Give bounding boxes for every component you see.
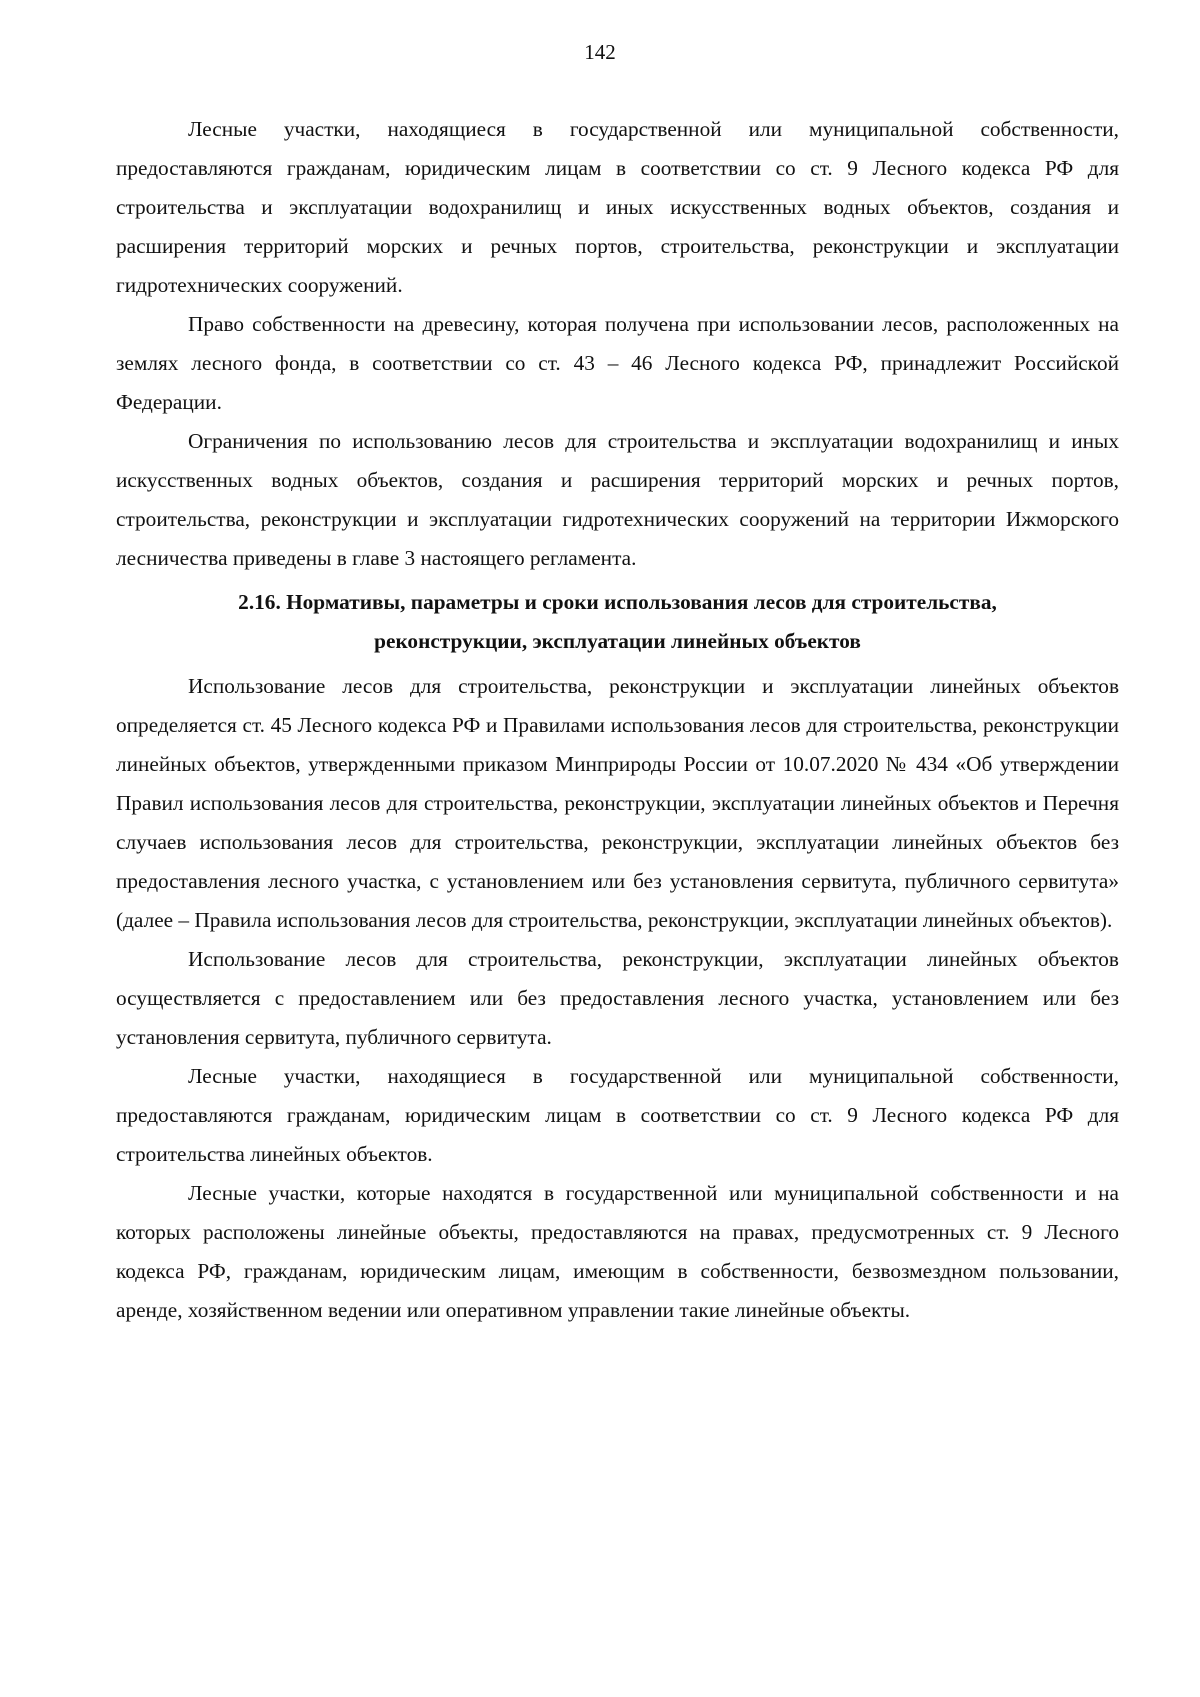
section-heading-line2: реконструкции, эксплуатации линейных объектов (374, 629, 861, 653)
page-content (116, 110, 1119, 1330)
paragraph-linear-objects-rights: Лесные участки, которые находятся в государственной или муниципальной собственности и на которых расположены линейные объекты, предоставляются на правах, предусмотренных ст. 9 Лесного кодекса РФ, гражданам, юридическим лицам, имеющим в собственности, безвозмездном пользовании, аренде, хозяйственном ведении или оперативном управлении такие линейные объекты. (116, 1181, 1119, 1322)
page-number: 142 (584, 40, 616, 64)
section-heading-line1: 2.16. Нормативы, параметры и сроки использования лесов для строительства, (238, 590, 997, 614)
paragraph-timber-ownership: Право собственности на древесину, которая получена при использовании лесов, расположенных на землях лесного фонда, в соответствии со ст. 43 – 46 Лесного кодекса РФ, принадлежит Российской Федерации. (116, 312, 1119, 414)
paragraph-forest-plots-waterworks: Лесные участки, находящиеся в государственной или муниципальной собственности, предоставляются гражданам, юридическим лицам в соответствии со ст. 9 Лесного кодекса РФ для строительства и эксплуатации водохранилищ и иных искусственных водных объектов, создания и расширения территорий морских и речных портов, строительства, реконструкции и эксплуатации гидротехнических сооружений. (116, 117, 1119, 297)
paragraph-restrictions: Ограничения по использованию лесов для строительства и эксплуатации водохранилищ и иных искусственных водных объектов, создания и расширения территорий морских и речных портов, строительства, реконструкции и эксплуатации гидротехнических сооружений на территории Ижморского лесничества приведены в главе 3 настоящего регламента. (116, 429, 1119, 570)
paragraph-linear-objects-usage: Использование лесов для строительства, реконструкции, эксплуатации линейных объектов осуществляется с предоставлением или без предоставления лесного участка, установлением или без установления сервитута, публичного сервитута. (116, 947, 1119, 1049)
section-heading (116, 583, 1119, 661)
paragraph-linear-objects-provision: Лесные участки, находящиеся в государственной или муниципальной собственности, предоставляются гражданам, юридическим лицам в соответствии со ст. 9 Лесного кодекса РФ для строительства линейных объектов. (116, 1064, 1119, 1166)
paragraph-linear-objects-rules: Использование лесов для строительства, реконструкции и эксплуатации линейных объектов определяется ст. 45 Лесного кодекса РФ и Правилами использования лесов для строительства, реконструкции линейных объектов, утвержденными приказом Минприроды России от 10.07.2020 № 434 «Об утверждении Правил использования лесов для строительства, реконструкции, эксплуатации линейных объектов и Перечня случаев использования лесов для строительства, реконструкции, эксплуатации линейных объектов без предоставления лесного участка, с установлением или без установления сервитута, публичного сервитута» (далее – Правила использования лесов для строительства, реконструкции, эксплуатации линейных объектов). (116, 674, 1119, 932)
